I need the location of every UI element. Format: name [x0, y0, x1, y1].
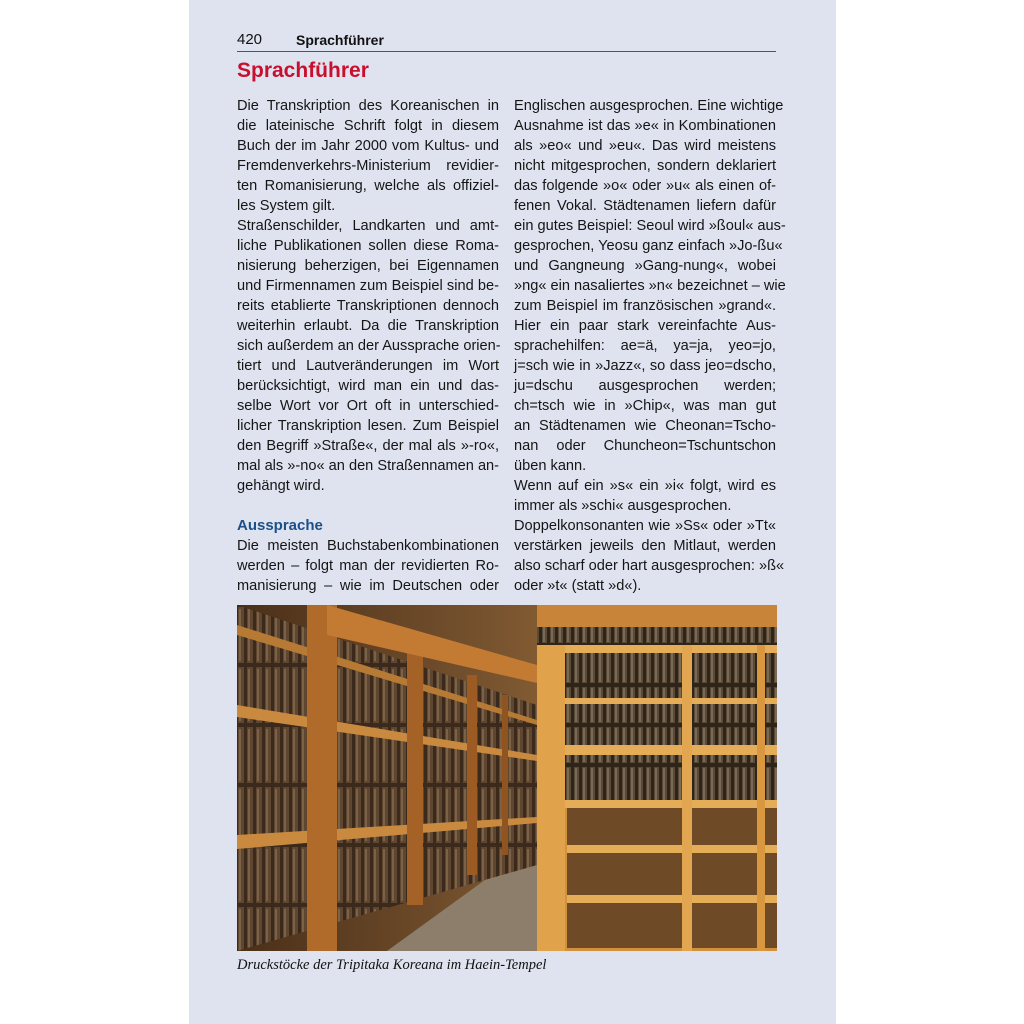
left-column — [237, 96, 499, 596]
text-line: Die meisten Buchstabenkombinationen — [237, 538, 499, 554]
text-line: sich außerdem an der Aussprache orien- — [237, 338, 501, 354]
text-line: werden – folgt man der revidierten Ro- — [237, 558, 499, 574]
text-line: als »eo« und »eu«. Das wird meistens — [514, 138, 776, 154]
paragraph-s-i-rule — [514, 476, 776, 516]
text-line: liche Publikationen sollen diese Roma- — [237, 238, 499, 254]
text-line: und Firmennamen zum Beispiel sind be- — [237, 278, 499, 294]
subheading-aussprache: Aussprache — [237, 517, 323, 534]
text-line: »ng« ein nasaliertes »n« bezeichnet – wie — [514, 278, 786, 294]
text-line: nisierung beherzigen, bei Eigennamen — [237, 258, 499, 274]
text-line: immer als »schi« ausgesprochen. — [514, 498, 732, 514]
text-line: Wenn auf ein »s« ein »i« folgt, wird es — [514, 478, 776, 494]
text-line: selbe Wort vor Ort oft in unterschied- — [237, 398, 499, 414]
page-number: 420 — [237, 31, 263, 48]
temple-library-photo — [237, 605, 777, 951]
running-header — [237, 30, 776, 52]
text-line: ju=dschu ausgesprochen werden; — [514, 378, 776, 394]
text-line: ein gutes Beispiel: Seoul wird »ßoul« aus- — [514, 218, 786, 234]
text-line: weiterhin erlaubt. Da die Transkription — [237, 318, 499, 334]
text-line: les System gilt. — [237, 198, 336, 214]
right-column — [514, 96, 786, 596]
text-line: den Begriff »Straße«, der mal als »-ro«, — [237, 438, 499, 454]
text-line: zum Beispiel im französischen »grand«. — [514, 298, 776, 314]
text-line: Ausnahme ist das »e« in Kombinationen — [514, 118, 776, 134]
text-line: tiert und Lautveränderungen im Wort — [237, 358, 499, 374]
text-line: Buch der im Jahr 2000 vom Kultus- und — [237, 138, 499, 154]
text-line: oder »t« (statt »d«). — [514, 578, 642, 594]
text-line: berücksichtigt, wird man ein und das- — [237, 378, 499, 394]
text-line: ten Romanisierung, welche als offiziel- — [237, 178, 499, 194]
paragraph-intro — [237, 96, 499, 216]
paragraph-pronunciation-start — [237, 536, 499, 596]
spacer — [237, 496, 499, 516]
text-line: an Städtenamen wie Cheonan=Tscho- — [514, 418, 776, 434]
paragraph-street-signs — [237, 216, 499, 496]
text-line: reits etablierte Transkriptionen dennoch — [237, 298, 499, 314]
text-line: ch=tsch wie in »Chip«, was man gut — [514, 398, 776, 414]
text-line: fenen Vokal. Städtenamen liefern dafür — [514, 198, 776, 214]
text-line: die lateinische Schrift folgt in diesem — [237, 118, 499, 134]
text-line: gehängt wird. — [237, 478, 325, 494]
running-title: Sprachführer — [296, 32, 384, 48]
text-line: Doppelkonsonanten wie »Ss« oder »Tt« — [514, 518, 776, 534]
text-line: j=sch wie in »Jazz«, so dass jeo=dscho, — [514, 358, 776, 374]
text-line: Hier ein paar stark vereinfachte Aus- — [514, 318, 776, 334]
text-line: Die Transkription des Koreanischen in — [237, 98, 499, 114]
text-line: verstärken jeweils den Mitlaut, werden — [514, 538, 776, 554]
text-line: und Gangneung »Gang-nung«, wobei — [514, 258, 776, 274]
book-page — [189, 0, 836, 1024]
text-line: also scharf oder hart ausgesprochen: »ß« — [514, 558, 785, 574]
section-title: Sprachführer — [237, 59, 369, 82]
text-line: gesprochen, Yeosu ganz einfach »Jo-ßu« — [514, 238, 783, 254]
text-line: Englischen ausgesprochen. Eine wichtige — [514, 98, 784, 114]
text-line: nicht mitgesprochen, sondern deklariert — [514, 158, 776, 174]
text-line: sprachehilfen: ae=ä, ya=ja, yeo=jo, — [514, 338, 776, 354]
text-line: Straßenschilder, Landkarten und amt- — [237, 218, 499, 234]
paragraph-double-consonants — [514, 516, 785, 596]
text-line: manisierung – wie im Deutschen oder — [237, 578, 499, 594]
paragraph-pronunciation-cont — [514, 96, 786, 476]
text-line: licher Transkription lesen. Zum Beispiel — [237, 418, 499, 434]
text-line: Fremdenverkehrs-Ministerium revidier- — [237, 158, 499, 174]
text-line: nan oder Chuncheon=Tschuntschon — [514, 438, 776, 454]
text-line: mal als »-no« an den Straßennamen an- — [237, 458, 500, 474]
text-line: das folgende »o« oder »u« als einen of- — [514, 178, 776, 194]
text-line: üben kann. — [514, 458, 587, 474]
figure-caption: Druckstöcke der Tripitaka Koreana im Haein-Tempel — [237, 957, 547, 973]
